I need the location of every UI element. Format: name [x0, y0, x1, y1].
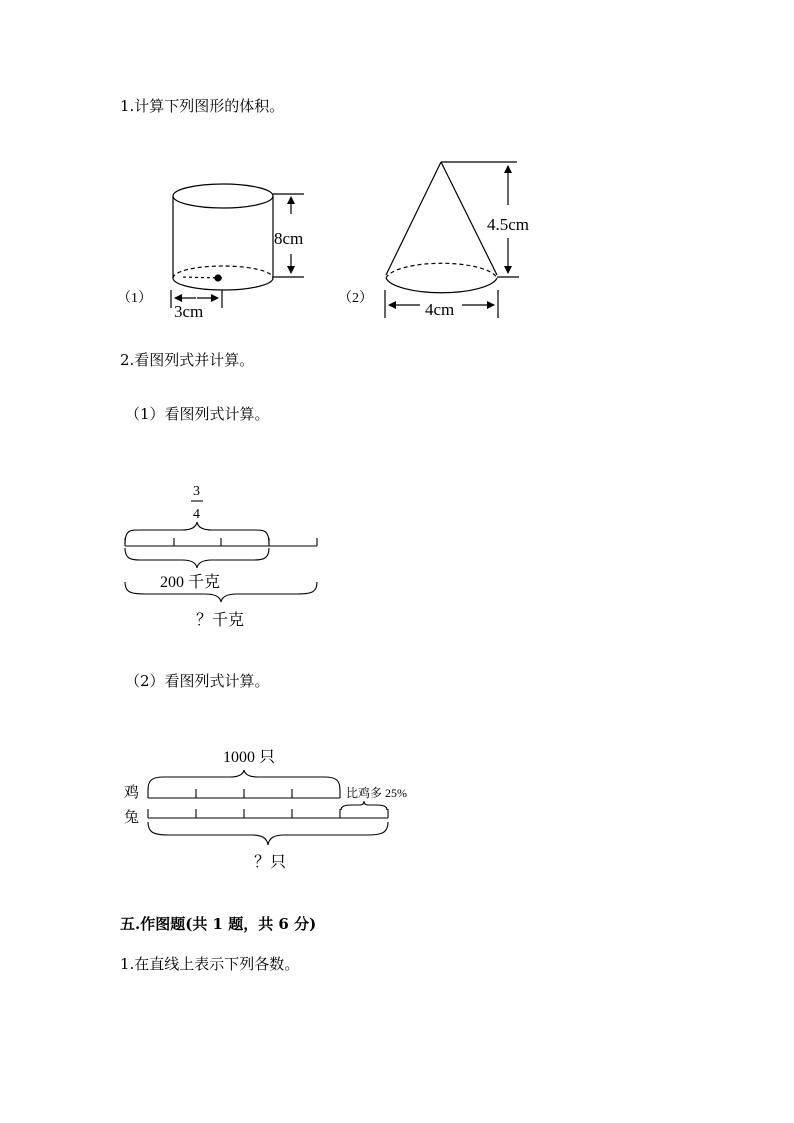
chicken-count-label: 1000 只	[223, 749, 276, 766]
cone-height-label: 4.5cm	[487, 215, 530, 234]
q2-title: 2.看图列式并计算。	[120, 351, 255, 369]
total-animals-label: ？只	[254, 854, 287, 871]
section-heading: 五.作图题(共 1 题，共 6 分)	[120, 915, 317, 933]
q2-sub2-title: （2）看图列式计算。	[125, 672, 270, 690]
fraction-denominator: 4	[193, 507, 200, 522]
total-weight-label: ？千克	[196, 612, 245, 629]
extra-percent-label: 比鸡多 25%	[346, 786, 407, 800]
chicken-row-label: 鸡	[124, 785, 140, 801]
cone-diameter-label: 4cm	[425, 300, 455, 319]
cylinder-radius-label: 3cm	[174, 302, 204, 321]
q1-title: 1.计算下列图形的体积。	[120, 97, 285, 115]
cylinder-index: （1）	[117, 291, 152, 306]
section5-q1-title: 1.在直线上表示下列各数。	[120, 955, 300, 973]
rabbit-row-label: 兔	[124, 810, 140, 826]
fraction-numerator: 3	[193, 484, 200, 499]
q2-sub1-title: （1）看图列式计算。	[125, 405, 270, 423]
part-weight-label: 200 千克	[160, 574, 221, 591]
cylinder-height-label: 8cm	[274, 229, 304, 248]
cone-index: （2）	[338, 291, 373, 306]
